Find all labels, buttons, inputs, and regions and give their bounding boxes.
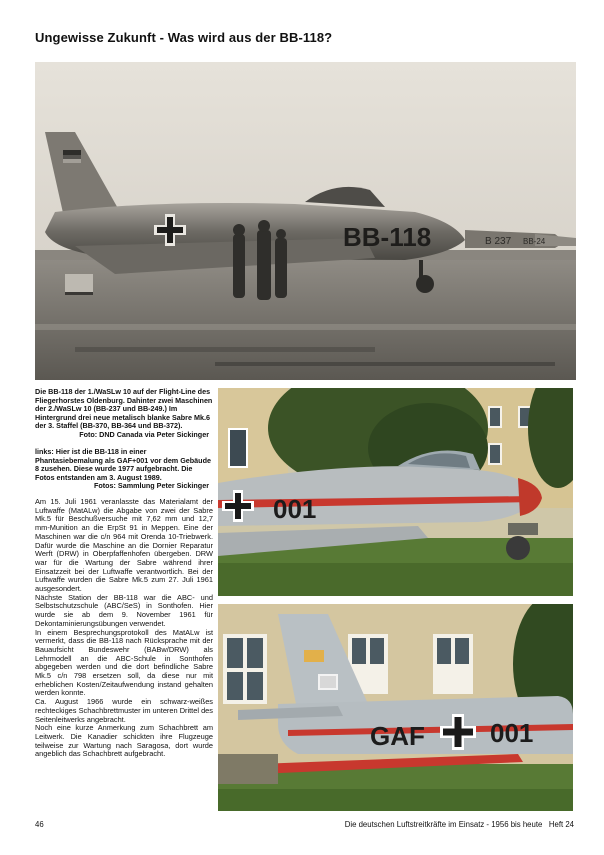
photo-gaf001-front [218, 388, 573, 596]
footer-publication-title: Die deutschen Luftstreitkräfte im Einsatz - 1956 bis heute [344, 820, 543, 829]
caption-flightline [35, 388, 213, 440]
aircraft-code-number: 001 [490, 718, 534, 748]
caption-2-credit: Fotos: Sammlung Peter Sickinger [93, 481, 209, 491]
aircraft-code-001: 001 [273, 494, 317, 524]
bg-code-2: BB-24 [523, 237, 546, 246]
caption-1-credit: Foto: DND Canada via Peter Sickinger [79, 429, 209, 439]
page-number: 46 [35, 820, 44, 829]
aircraft-code-prefix: GAF [370, 721, 425, 751]
page-title: Ungewisse Zukunft - Was wird aus der BB-118? [35, 30, 333, 45]
photo-gaf001-tail-image [218, 604, 573, 811]
bg-code-1: B 237 [485, 236, 512, 247]
photo-flightline-oldenburg [35, 62, 576, 380]
photo-gaf001-front-image [218, 388, 573, 596]
body-paragraph-5: Noch eine kurze Anmerkung zum Schachbrett am Leitwerk. Die Kanadier schickten ihre Flugzeuge teilweise zur Wartung nach Saragosa, dort wurde angeblich das Schachbrett aufgebracht. [35, 723, 213, 759]
body-paragraph-2: Nächste Station der BB-118 war die ABC- und Selbstschutzschule (ABC/SeS) in Sonthofen. Hier wurde sie ab dem 9. November 1961 für Dekontaminierungsübungen verwendet. [35, 592, 213, 628]
body-paragraph-1: Am 15. Juli 1961 veranlasste das Materialamt der Luftwaffe (MatALw) die Abgabe von zwei der Sabre Mk.5 für Beschußversuche mit 7,62 mm und 12,7 mm-Munition an die ErpSt 91 in Meppen. Eine der Maschinen war die c/n 964 mit Orenda 10-Triebwerk. Dafür wurde die Maschine an die Dornier Reparatur Werft (DRW) in Oberpfaffenhofen übergeben. DRW war für die Wartung der Sabre während ihrer Einsatzzeit bei der Luftwaffe verantwortlich. Bei der Luftwaffe wurden die Sabre Mk.5 zum 27. Juli 1961 ausgesondert. [35, 497, 213, 594]
body-paragraph-4: Ca. August 1966 wurde ein schwarz-weißes rechteckiges Schachbrettmuster im unteren Drittel des Seitenleitwerks angebracht. [35, 697, 213, 724]
footer-publication [345, 820, 574, 829]
aircraft-code-bb118: BB-118 [343, 222, 432, 252]
photo-flightline-image [35, 62, 576, 380]
caption-2-text: links: Hier ist die BB-118 in einer Phantasiebemalung als GAF+001 vor dem Gebäude 8 zusehen. Diese wurde 1977 aufgebracht. Die Fotos entstanden am 3. August 1989. [35, 447, 211, 482]
caption-1-text: Die BB-118 der 1./WaSLw 10 auf der Flight-Line des Fliegerhorstes Oldenburg. Dahinter zwei Maschinen der 2./WaSLw 10 (BB-237 und BB-249.) Im Hintergrund drei neue metalisch blanke Sabre Mk.6 der 3. Staffel (BB-370, BB-364 und BB-372). [35, 387, 213, 431]
photo-gaf001-tail [218, 604, 573, 811]
footer-issue: Heft 24 [548, 820, 574, 829]
article-body [35, 498, 213, 759]
body-paragraph-3: In einem Besprechungsprotokoll des MatALw ist vermerkt, dass die BB-118 nach Rücksprache mit der Bauaufsicht Bundeswehr (BABw/DRW) als Lehrmodell an die ABC-Schule in Sonthofen abgegeben werden und die dort befindliche Sabre Mk.5 c/n 798 ersetzen soll, da diese nur mit erheblichen Kosten/Zeitaufwendung instand gehalten werden konnte. [35, 627, 213, 698]
caption-gaf001 [35, 448, 213, 491]
